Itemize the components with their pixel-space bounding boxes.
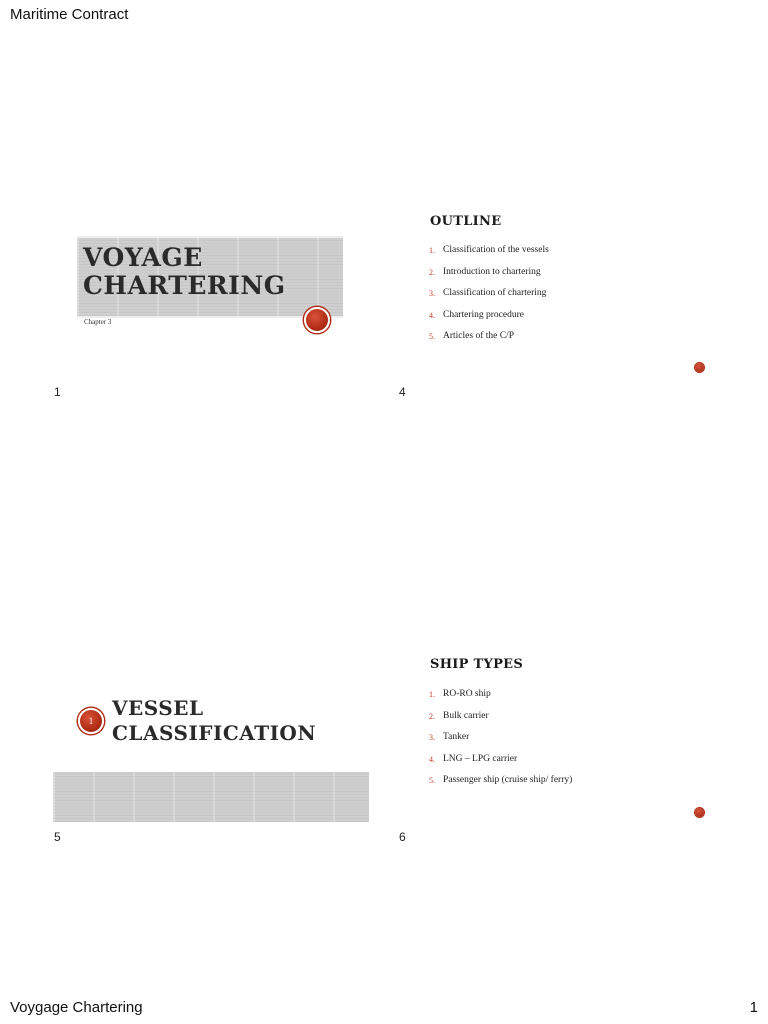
section-number-badge: 1 xyxy=(78,708,104,734)
title-line-1: VESSEL xyxy=(112,696,204,720)
list-item: 2. Bulk carrier xyxy=(429,710,489,721)
slide-4 xyxy=(398,214,718,394)
list-item: 5. Passenger ship (cruise ship/ ferry) xyxy=(429,775,573,785)
list-item: 3. Classification of chartering xyxy=(429,288,547,298)
slide-number: 4 xyxy=(399,385,406,399)
slide-number: 6 xyxy=(399,830,406,844)
slide-number: 5 xyxy=(54,830,61,844)
list-item: 5. Articles of the C/P xyxy=(429,331,514,341)
outline-list xyxy=(429,245,709,353)
list-item: 4. LNG – LPG carrier xyxy=(429,753,518,764)
decorative-circle-icon xyxy=(695,808,704,817)
title-line-1: VOYAGE xyxy=(83,243,203,272)
ship-types-list xyxy=(429,689,709,797)
slide-6 xyxy=(398,657,718,837)
page-footer-title: Voygage Chartering xyxy=(10,999,143,1016)
list-item: 4. Chartering procedure xyxy=(429,309,524,320)
bottom-band xyxy=(53,772,369,822)
list-item: 1. RO-RO ship xyxy=(429,689,491,699)
slide-heading: SHIP TYPES xyxy=(430,657,524,672)
decorative-circle-icon xyxy=(695,363,704,372)
slide-subtitle: Chapter 3 xyxy=(84,318,112,326)
page-number: 1 xyxy=(749,999,758,1016)
slide-title xyxy=(83,244,286,300)
list-item: 2. Introduction to chartering xyxy=(429,266,541,277)
list-item: 3. Tanker xyxy=(429,732,470,742)
title-line-2: CLASSIFICATION xyxy=(112,721,317,745)
slide-1 xyxy=(53,214,373,394)
slide-heading: OUTLINE xyxy=(430,214,502,229)
list-item: 1. Classification of the vessels xyxy=(429,245,549,255)
slide-title xyxy=(112,696,316,746)
slide-5 xyxy=(53,660,373,840)
page-header-title: Maritime Contract xyxy=(10,6,129,23)
decorative-circle-icon xyxy=(304,307,330,333)
title-line-2: CHARTERING xyxy=(83,271,286,300)
slide-number: 1 xyxy=(54,385,61,399)
